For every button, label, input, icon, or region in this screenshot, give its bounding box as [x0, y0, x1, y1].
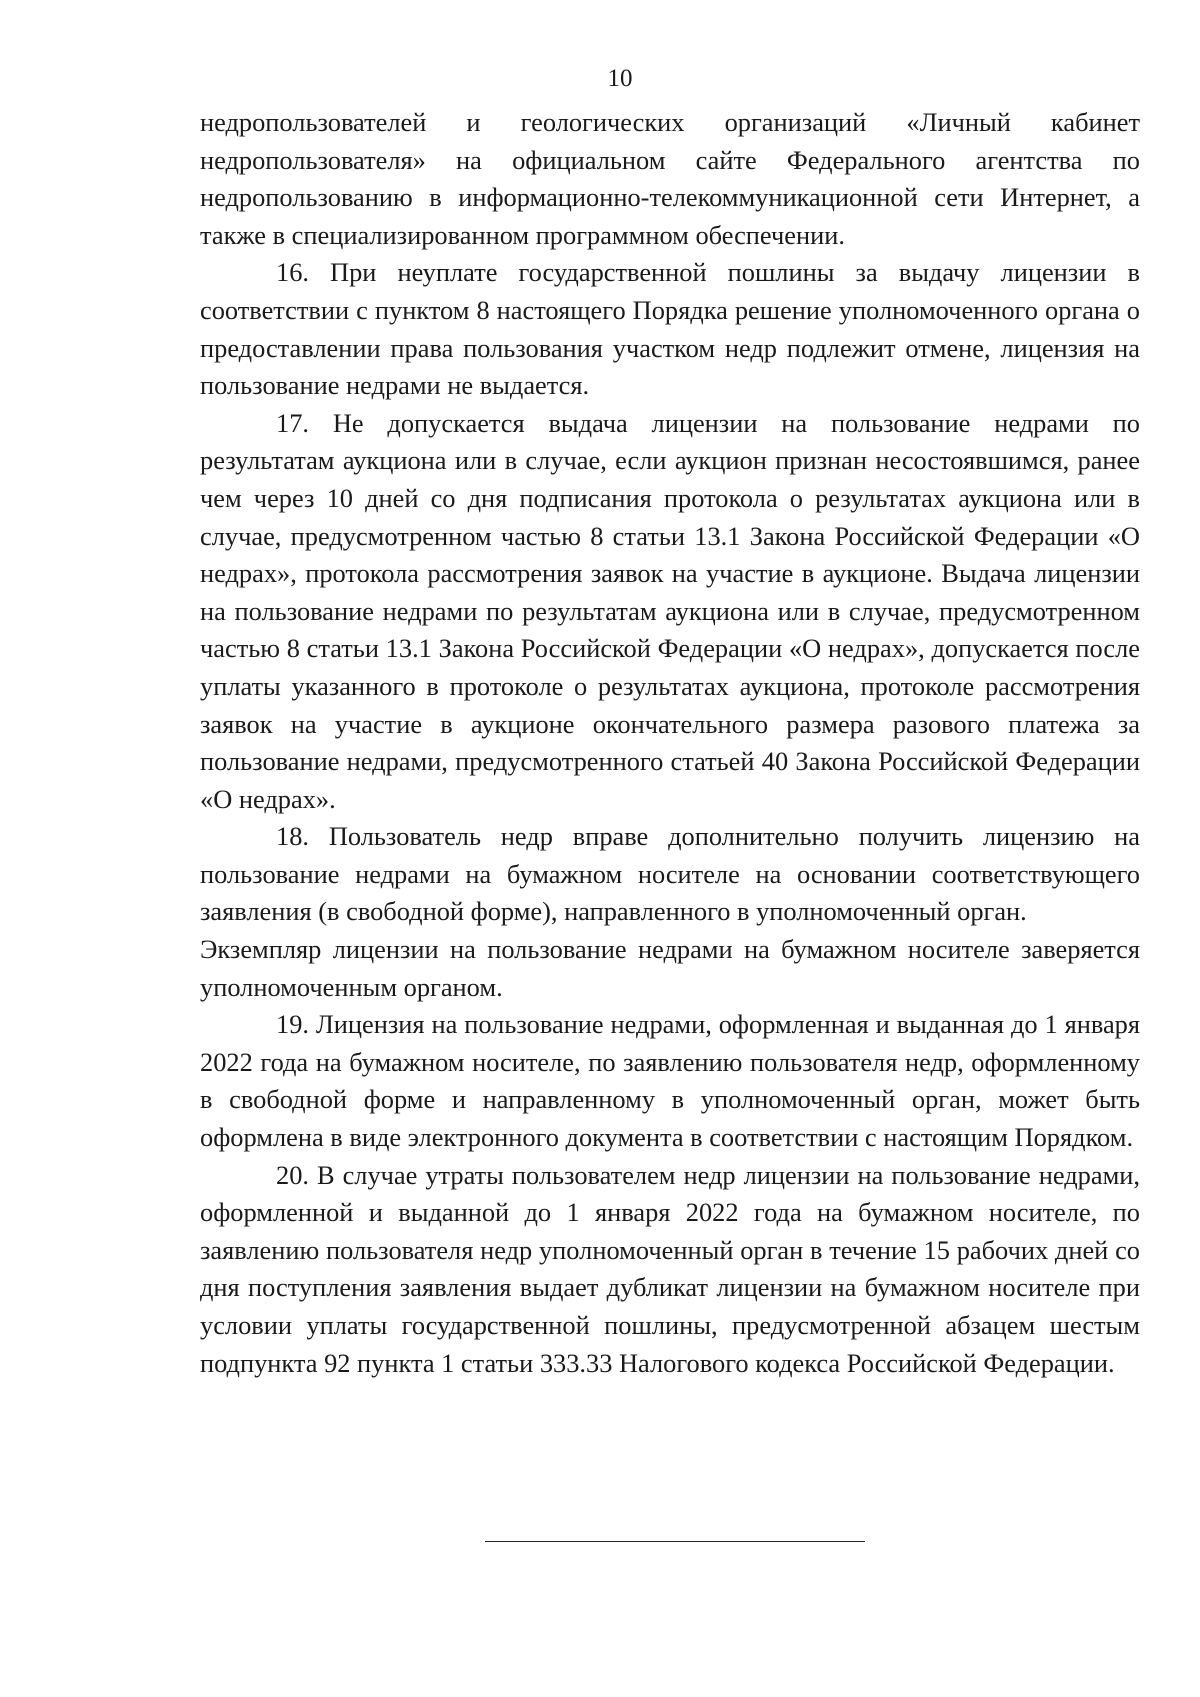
- paragraph-18-continuation: Экземпляр лицензии на пользование недрами на бумажном носителе заверяется уполномоченным органом.: [200, 934, 1140, 1002]
- paragraph-19: 19. Лицензия на пользование недрами, оформленная и выданная до 1 января 2022 года на бумажном носителе, по заявлению пользователя недр, оформленному в свободной форме и направленному в уполномоченный орган, может быть оформлена в виде электронного документа в соответствии с настоящим Порядком.: [200, 1009, 1140, 1153]
- page-number: 10: [607, 65, 633, 92]
- paragraph-16: 16. При неуплате государственной пошлины за выдачу лицензии в соответствии с пунктом 8 настоящего Порядка решение уполномоченного органа о предоставлении права пользования участком недр подлежит отмене, лицензия на пользование недрами не выдается.: [200, 257, 1140, 401]
- end-of-document-rule: [485, 1541, 865, 1542]
- paragraph-18: 18. Пользователь недр вправе дополнительно получить лицензию на пользование недрами на бумажном носителе на основании соответствующего заявления (в свободной форме), направленного в уполномоченный орган.: [200, 821, 1140, 927]
- paragraph-20: 20. В случае утраты пользователем недр лицензии на пользование недрами, оформленной и выданной до 1 января 2022 года на бумажном носителе, по заявлению пользователя недр уполномоченный орган в течение 15 рабочих дней со дня поступления заявления выдает дубликат лицензии на бумажном носителе при условии уплаты государственной пошлины, предусмотренной абзацем шестым подпункта 92 пункта 1 статьи 333.33 Налогового кодекса Российской Федерации.: [200, 1159, 1140, 1378]
- paragraph-continuation: недропользователей и геологических организаций «Личный кабинет недропользователя» на официальном сайте Федерального агентства по недропользованию в информационно-телекоммуникационной сети Интернет, а также в специализированном программном обеспечении.: [200, 107, 1140, 250]
- document-body: [200, 104, 1140, 1382]
- paragraph-17: 17. Не допускается выдача лицензии на пользование недрами по результатам аукциона или в случае, если аукцион признан несостоявшимся, ранее чем через 10 дней со дня подписания протокола о результатах аукциона или в случае, предусмотренном частью 8 статьи 13.1 Закона Российской Федерации «О недрах», протокола рассмотрения заявок на участие в аукционе. Выдача лицензии на пользование недрами по результатам аукциона или в случае, предусмотренном частью 8 статьи 13.1 Закона Российской Федерации «О недрах», допускается после уплаты указанного в протоколе о результатах аукциона, протоколе рассмотрения заявок на участие в аукционе окончательного размера разового платежа за пользование недрами, предусмотренного статьей 40 Закона Российской Федерации «О недрах».: [200, 407, 1140, 814]
